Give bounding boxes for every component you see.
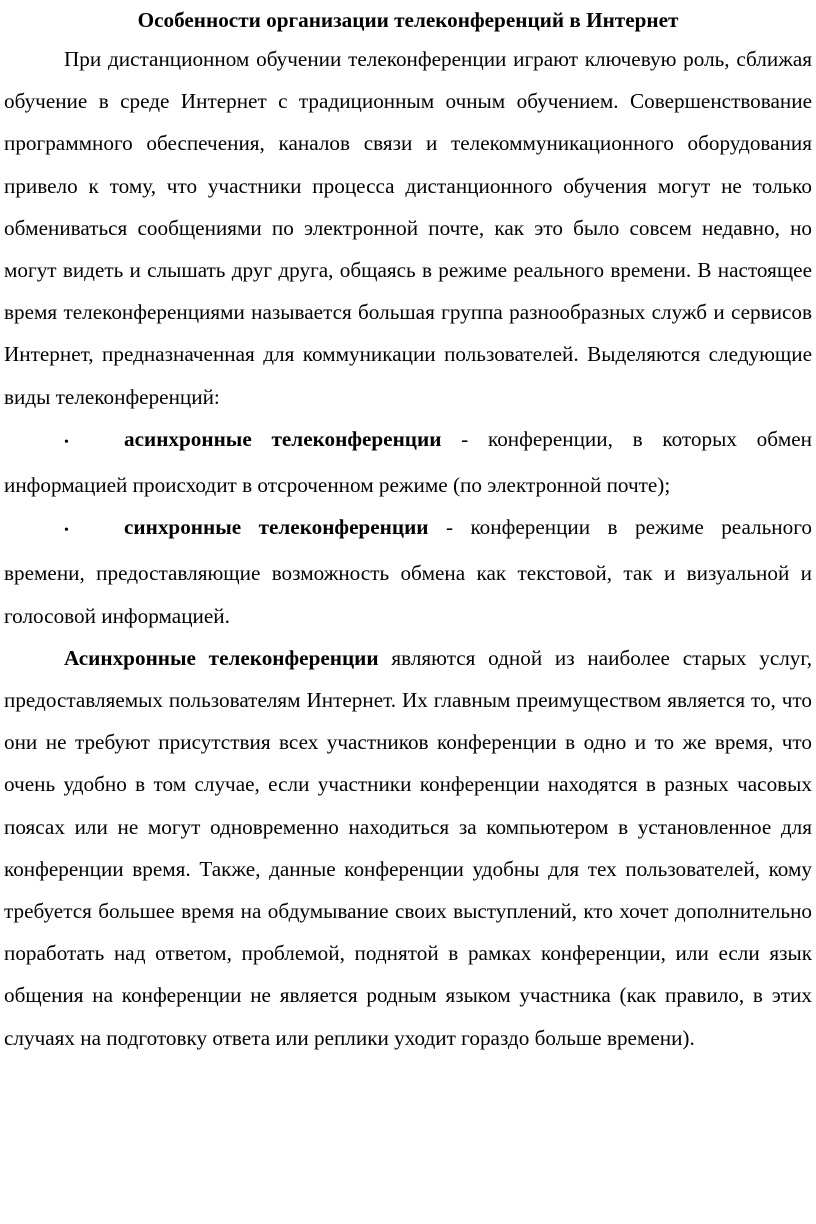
- list-item: [4, 506, 812, 637]
- document-title: Особенности организации телеконференций в Интернет: [137, 8, 679, 32]
- list-item: [4, 418, 812, 506]
- bullet-icon: •: [64, 523, 69, 539]
- async-paragraph-text: являются одной из наиболее старых услуг, предоставляемых пользователям Интернет. Их главным преимуществом является то, что они не требуют присутствия всех участников конференции в одно и то же время, что очень удобно в том случае, если участники конференции находятся в разных часовых поясах или не могут одновременно находиться за компьютером в установленное для конференции время. Также, данные конференции удобны для тех пользователей, кому требуется большее время на обдумывание своих выступлений, кто хочет дополнительно поработать над ответом, проблемой, поднятой в рамках конференции, или если язык общения на конференции не является родным языком участника (как правило, в этих случаях на подготовку ответа или реплики уходит гораздо больше времени).: [4, 645, 812, 1050]
- async-paragraph: [4, 637, 812, 1059]
- intro-paragraph: При дистанционном обучении телеконференции играют ключевую роль, сближая обучение в среде Интернет с традиционным очным обучением. Совершенствование программного обеспечения, каналов связи и телекоммуникационного оборудования привело к тому, что участники процесса дистанционного обучения могут не только обмениваться сообщениями по электронной почте, как это было совсем недавно, но могут видеть и слышать друг друга, общаясь в режиме реального времени. В настоящее время телеконференциями называется большая группа разнообразных служб и сервисов Интернет, предназначенная для коммуникации пользователей. Выделяются следующие виды телеконференций:: [4, 47, 812, 409]
- async-paragraph-term: Асинхронные телеконференции: [64, 645, 379, 670]
- list-item-term: асинхронные телеконференции: [124, 426, 442, 451]
- list-item-text: - конференции в режиме реального времени, предоставляющие возможность обмена как текстовой, так и визуальной и голосовой информацией.: [4, 515, 812, 628]
- list-item-term: синхронные телеконференции: [124, 515, 429, 540]
- conference-types-list: [4, 418, 812, 637]
- list-item-text: - конференции, в которых обмен информацией происходит в отсроченном режиме (по электронной почте);: [4, 426, 812, 498]
- bullet-icon: •: [64, 434, 69, 450]
